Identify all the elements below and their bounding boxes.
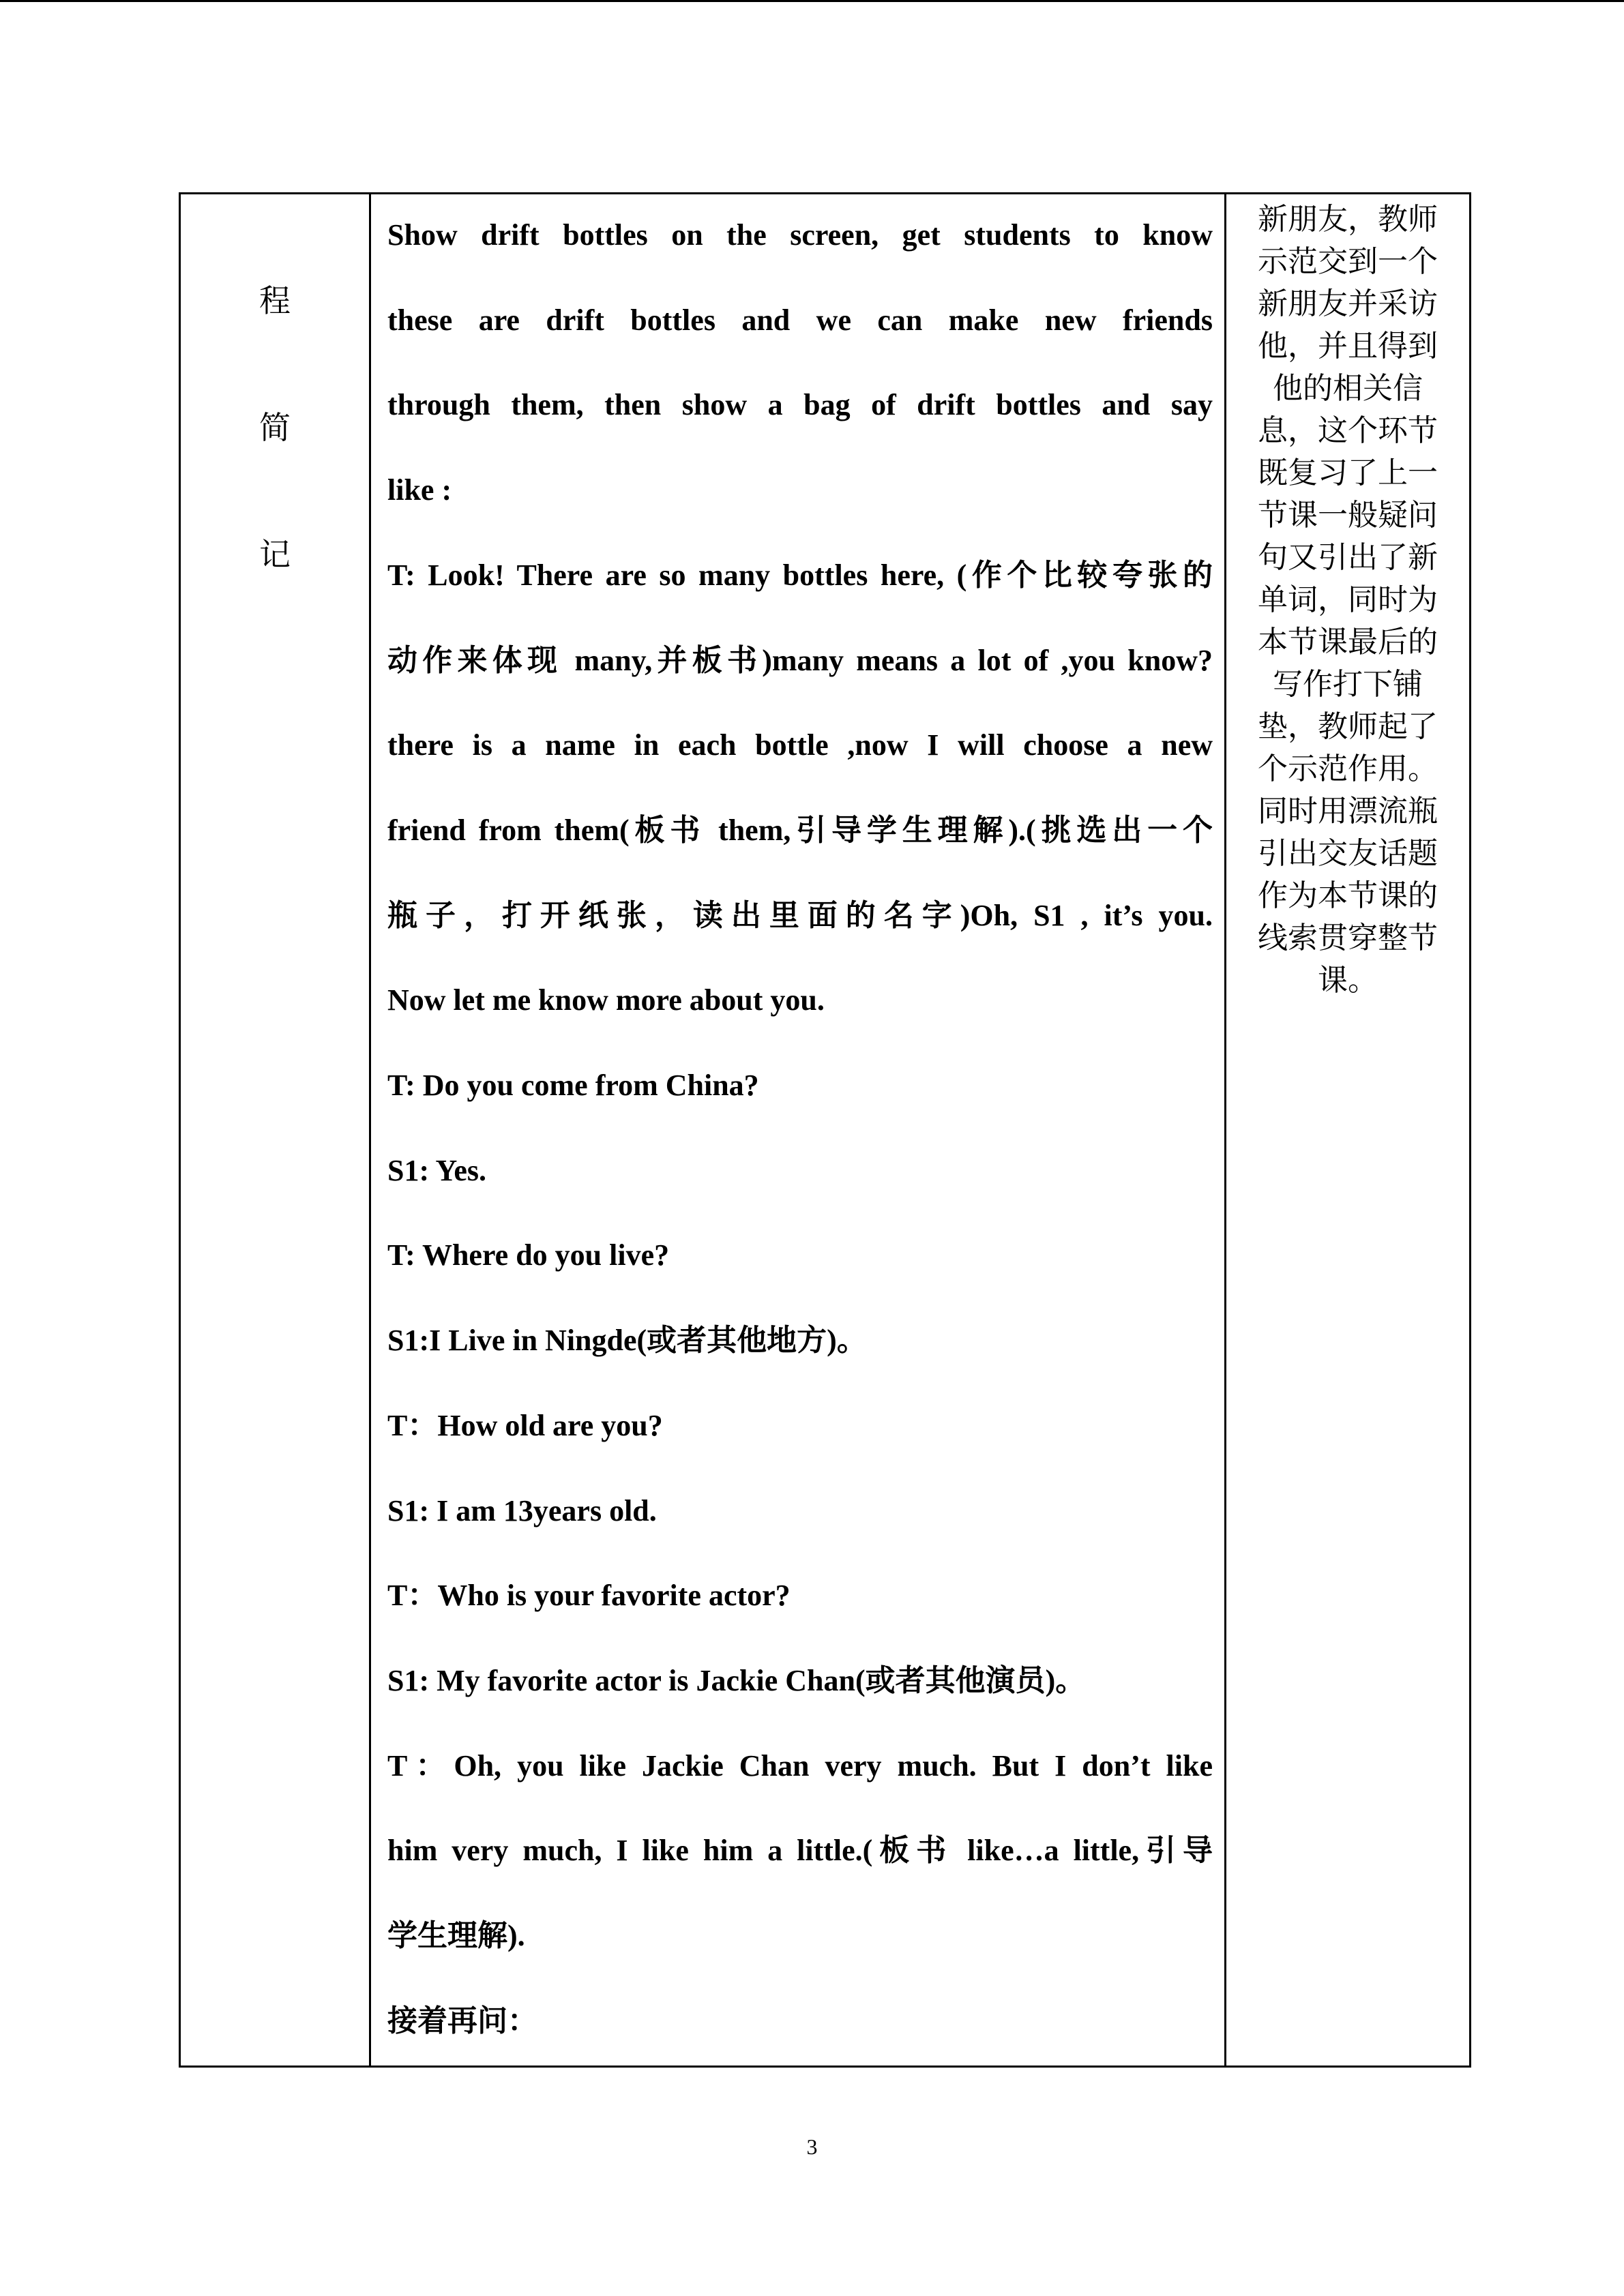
process-line: 瓶子，打开纸张，读出里面的名字)Oh, S1 , it’s you.: [387, 898, 1213, 932]
process-line: S1: I am 13years old.: [387, 1493, 657, 1527]
process-line: T: Where do you live?: [387, 1238, 670, 1272]
side-label-jian: 简: [259, 409, 291, 446]
process-line: T：How old are you?: [387, 1408, 663, 1442]
process-line: there is a name in each bottle ,now I will choose a new: [387, 728, 1213, 762]
notes-line: 线索贯穿整节: [1258, 921, 1438, 955]
process-line: S1: Yes.: [387, 1153, 487, 1187]
teaching-process-column: [371, 194, 1226, 2066]
notes-line: 引出交友话题: [1258, 836, 1438, 871]
process-line: 动作来体现 many,并板书)many means a lot of ,you know?: [387, 643, 1213, 677]
notes-line: 同时用漂流瓶: [1258, 794, 1438, 829]
process-line: him very much, I like him a little.(板书 like…a little,引导: [387, 1834, 1213, 1868]
notes-line: 息，这个环节: [1258, 413, 1438, 448]
procedure-label-column: [181, 194, 371, 2066]
process-line: Now let me know more about you.: [387, 983, 825, 1017]
side-label-ji: 记: [259, 536, 291, 573]
notes-line: 示范交到一个: [1258, 244, 1438, 279]
notes-line: 课。: [1318, 963, 1378, 998]
process-line: 学生理解).: [387, 1919, 525, 1952]
notes-line: 新朋友并采访: [1258, 286, 1438, 321]
lesson-plan-table: [179, 192, 1471, 2068]
process-line: S1: My favorite actor is Jackie Chan(或者其他演员)。: [387, 1663, 1086, 1697]
notes-line: 本节课最后的: [1258, 625, 1438, 659]
notes-line: 既复习了上一: [1258, 456, 1438, 490]
process-line: like :: [387, 473, 452, 507]
notes-line: 单词，同时为: [1258, 582, 1438, 617]
process-line: friend from them(板书 them,引导学生理解).(挑选出一个: [387, 813, 1213, 847]
notes-line: 写作打下铺: [1273, 667, 1423, 702]
notes-line: 他，并且得到: [1258, 329, 1438, 363]
process-line: S1:I Live in Ningde(或者其他地方)。: [387, 1324, 867, 1358]
process-line: T: Do you come from China?: [387, 1069, 759, 1102]
notes-line: 作为本节课的: [1258, 878, 1438, 913]
process-line: T: Look! There are so many bottles here, (作个比较夸张的: [387, 558, 1213, 592]
process-line: Show drift bottles on the screen, get students to know: [387, 218, 1213, 252]
notes-line: 句又引出了新: [1258, 540, 1438, 575]
process-line: these are drift bottles and we can make new friends: [387, 303, 1213, 337]
process-line: 接着再问：: [387, 2003, 537, 2038]
page-number: 3: [806, 2134, 818, 2159]
notes-line: 新朋友，教师: [1258, 202, 1438, 237]
notes-line: 他的相关信: [1273, 371, 1423, 406]
process-line: T：Who is your favorite actor?: [387, 1579, 791, 1613]
notes-line: 个示范作用。: [1258, 751, 1438, 786]
notes-line: 节课一般疑问: [1258, 498, 1438, 533]
process-line: T：Oh, you like Jackie Chan very much. But I don’t like: [387, 1748, 1213, 1783]
page-top-border: [0, 0, 1624, 2]
side-label-cheng: 程: [259, 282, 291, 319]
design-intent-notes-column: [1226, 194, 1469, 2066]
notes-line: 垫，教师起了: [1258, 709, 1438, 744]
process-line: through them, then show a bag of drift bottles and say: [387, 388, 1213, 422]
